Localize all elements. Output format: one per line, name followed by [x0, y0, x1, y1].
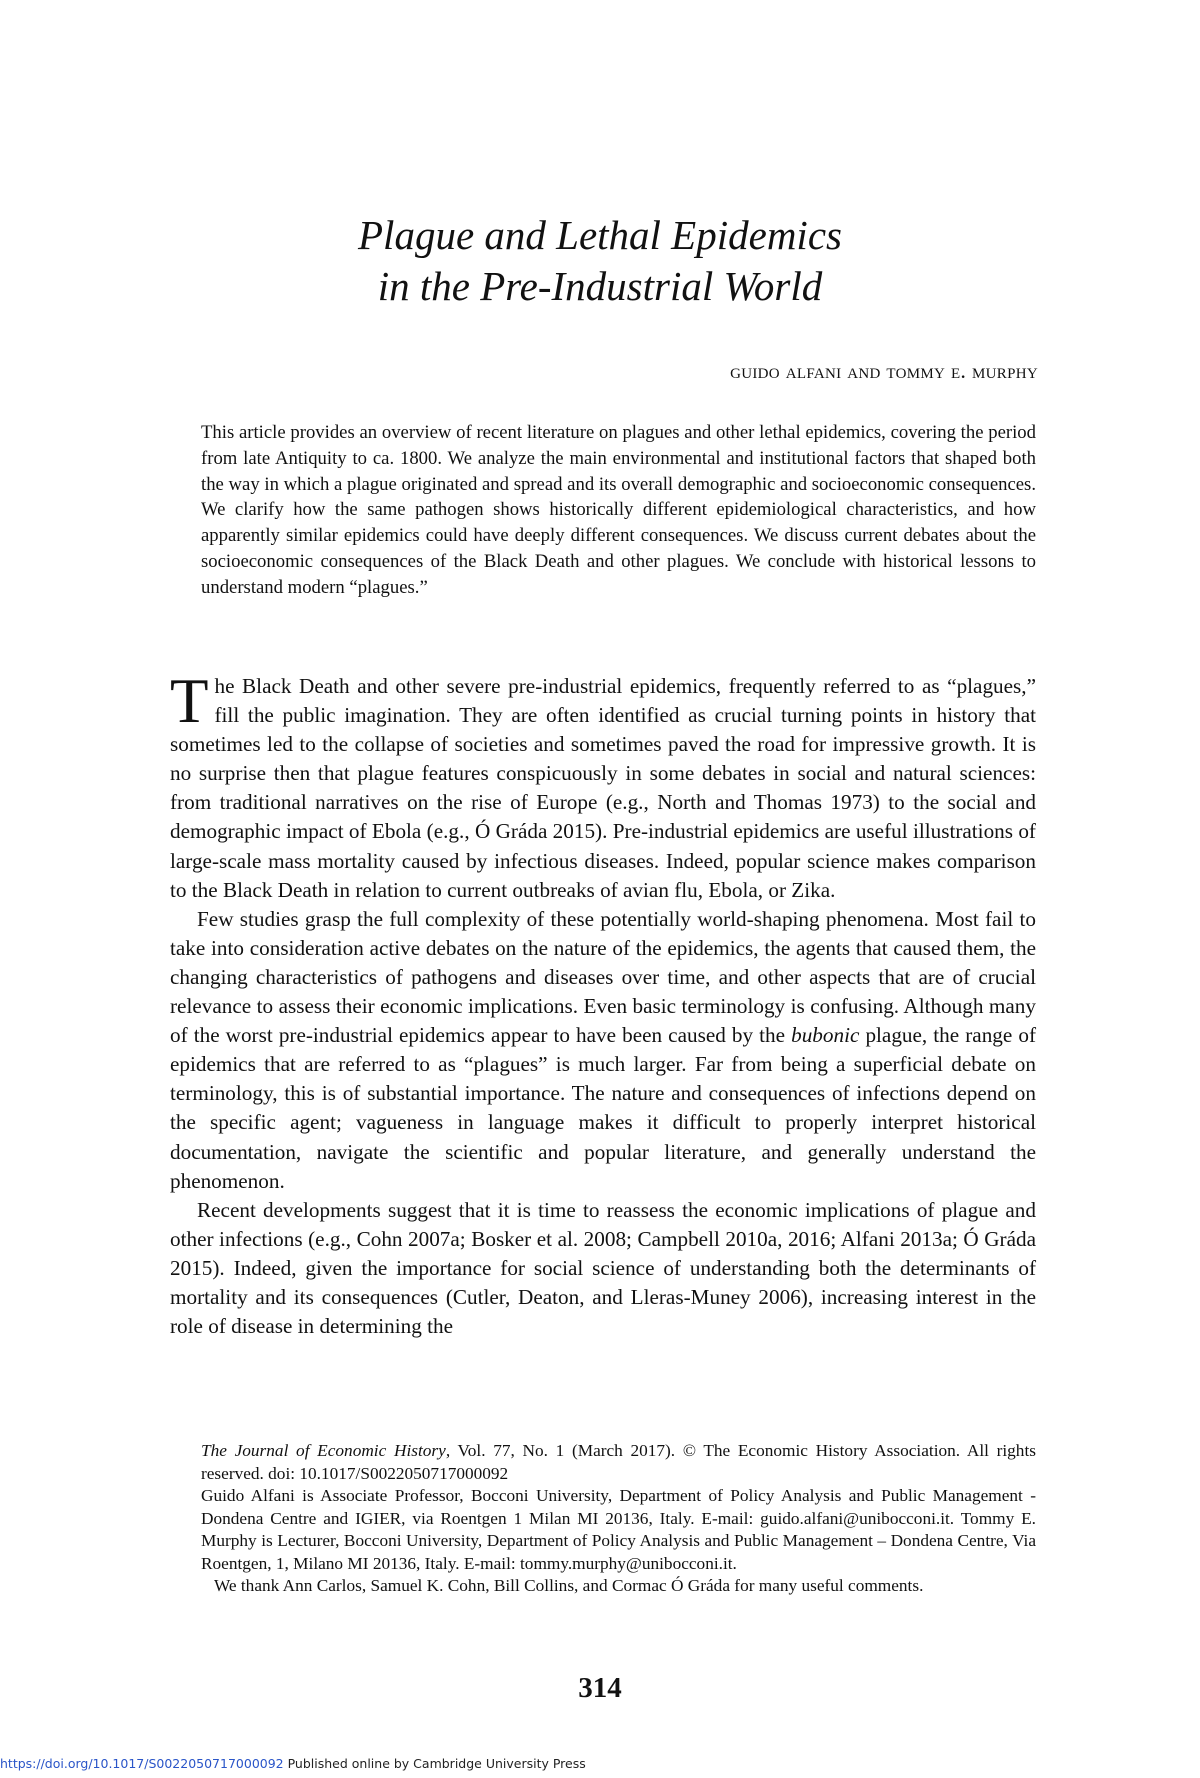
- footnote-acknowledgements: [201, 1575, 1036, 1598]
- journal-name: The Journal of Economic History: [201, 1441, 446, 1460]
- drop-cap-letter: T: [170, 666, 209, 736]
- page-number: 314: [578, 1672, 622, 1704]
- abstract: This article provides an overview of recent literature on plagues and other lethal epidemics, covering the period from late Antiquity to ca. 1800. We analyze the main environmental and institutional factors that shaped both the way in which a plague originated and spread and its overall demographic and socioeconomic consequences. We clarify how the same pathogen shows historically different epidemiological characteristics, and how apparently similar epidemics could have deeply different consequences. We discuss current debates about the socioeconomic consequences of the Black Death and other plagues. We conclude with historical lessons to understand modern “plagues.”: [201, 422, 1036, 598]
- body-paragraph-1: [170, 666, 1036, 905]
- body-paragraph-2: [170, 905, 1036, 1196]
- footnote-citation: [201, 1440, 1036, 1485]
- footnote-affiliations: Guido Alfani is Associate Professor, Bocconi University, Department of Policy Analysis and Public Management - Dondena Centre and IGIER, via Roentgen 1 Milan MI 20136, Italy. E-mail: guido.alfani@unibocconi.it. Tommy E. Murphy is Lecturer, Bocconi University, Department of Policy Analysis and Public Management – Dondena Centre, Via Roentgen, 1, Milano MI 20136, Italy. E-mail: tommy.murphy@unibocconi.it.: [201, 1486, 1036, 1573]
- paragraph-2-text-start: Few studies grasp the full complexity of these potentially world-shaping phenomena. Most fail to take into consideration active debates on the nature of the epidemics, the agents that caused them, the changing characteristics of pathogens and diseases over time, and other aspects that are of crucial relevance to assess their economic implications. Even basic terminology is confusing. Although many of the worst pre-industrial epidemics appear to have been caused by the: [170, 906, 1036, 1048]
- doi-link[interactable]: https://doi.org/10.1017/S0022050717000092: [0, 1756, 284, 1771]
- title-line-2: in the Pre-Industrial World: [377, 263, 823, 309]
- footnotes: [201, 1440, 1036, 1598]
- article-title: [190, 210, 1010, 312]
- body-paragraph-3: Recent developments suggest that it is time to reassess the economic implications of plague and other infections (e.g., Cohn 2007a; Bosker et al. 2008; Campbell 2010a, 2016; Alfani 2013a; Ó Gráda 2015). Indeed, given the importance for social science of understanding both the determinants of mortality and its consequences (Cutler, Deaton, and Lleras-Muney 2006), increasing interest in the role of disease in determining the: [170, 1197, 1036, 1339]
- publication-stamp: [0, 1756, 586, 1771]
- paragraph-2-text-end: plague, the range of epidemics that are referred to as “plagues” is much larger. Far from being a superficial debate on terminology, this is of substantial importance. The nature and consequences of infections depend on the specific agent; vagueness in language makes it difficult to properly interpret historical documentation, navigate the scientific and popular literature, and generally understand the phenomenon.: [170, 1023, 1036, 1193]
- published-online-note: Published online by Cambridge University Press: [283, 1756, 586, 1771]
- citation-details: , Vol. 77, No. 1 (March 2017). © The Economic History Association. All rights reserved. doi: 10.1017/S0022050717000092: [201, 1441, 1036, 1483]
- acknowledgements-text: We thank Ann Carlos, Samuel K. Cohn, Bill Collins, and Cormac Ó Gráda for many useful comments.: [213, 1576, 924, 1595]
- article-authors: guido alfani and tommy e. murphy: [730, 358, 1038, 383]
- title-line-1: Plague and Lethal Epidemics: [358, 212, 842, 258]
- paragraph-1-text: he Black Death and other severe pre-industrial epidemics, frequently referred to as “plagues,” fill the public imagination. They are often identified as crucial turning points in history that sometimes led to the collapse of societies and sometimes paved the road for impressive growth. It is no surprise then that plague features conspicuously in some debates in social and natural sciences: from traditional narratives on the rise of Europe (e.g., North and Thomas 1973) to the social and demographic impact of Ebola (e.g., Ó Gráda 2015). Pre-industrial epidemics are useful illustrations of large-scale mass mortality caused by infectious diseases. Indeed, popular science makes comparison to the Black Death in relation to current outbreaks of avian flu, Ebola, or Zika.: [170, 674, 1036, 902]
- body-text: [170, 666, 1036, 1341]
- italic-term-bubonic: bubonic: [791, 1023, 860, 1048]
